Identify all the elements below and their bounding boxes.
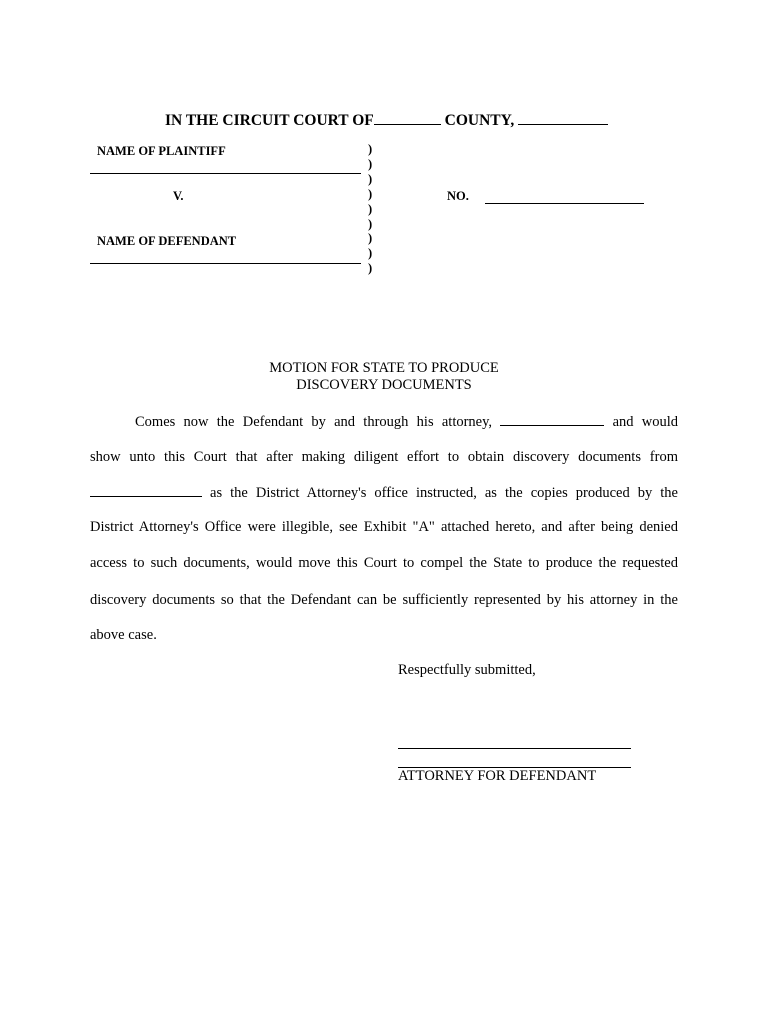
case-number-label: NO.	[447, 189, 469, 203]
body-line-6: discovery documents so that the Defendant can be sufficiently represented by his attorney in the	[90, 592, 678, 608]
body-line-3-text: as the District Attorney's office instructed, as the copies produced by the	[210, 485, 678, 501]
state-blank	[518, 112, 608, 125]
date-blank	[90, 484, 202, 497]
body-line-1-end: and would	[612, 414, 679, 430]
caption-parentheses: ) ) ) ) ) ) ) ) )	[368, 142, 373, 276]
county-label: COUNTY,	[444, 112, 515, 129]
body-line-4: District Attorney's Office were illegible, see Exhibit "A" attached hereto, and after being denied	[90, 519, 678, 535]
case-number-line	[485, 203, 644, 204]
signature-line	[398, 748, 631, 749]
body-line-2: show unto this Court that after making diligent effort to obtain discovery documents from	[90, 449, 678, 465]
versus-label: V.	[173, 189, 184, 203]
body-line-1	[90, 413, 678, 431]
attorney-name-blank	[500, 413, 604, 426]
motion-title-line-1: MOTION FOR STATE TO PRODUCE	[269, 360, 499, 376]
closing-text: Respectfully submitted,	[398, 662, 536, 678]
body-line-7: above case.	[90, 627, 157, 643]
body-line-1-text: Comes now the Defendant by and through his attorney,	[135, 414, 493, 430]
attorney-role-label: ATTORNEY FOR DEFENDANT	[398, 768, 597, 784]
plaintiff-name-line	[90, 173, 361, 174]
motion-title-line-2: DISCOVERY DOCUMENTS	[296, 377, 472, 393]
body-line-5: access to such documents, would move this Court to compel the State to produce the requested	[90, 555, 678, 571]
court-prefix: IN THE CIRCUIT COURT OF	[165, 112, 374, 129]
court-name-blank	[374, 112, 441, 125]
body-line-3	[90, 484, 678, 502]
court-heading	[165, 112, 608, 130]
defendant-label: NAME OF DEFENDANT	[97, 234, 237, 248]
defendant-name-line	[90, 263, 361, 264]
plaintiff-label: NAME OF PLAINTIFF	[97, 144, 226, 158]
